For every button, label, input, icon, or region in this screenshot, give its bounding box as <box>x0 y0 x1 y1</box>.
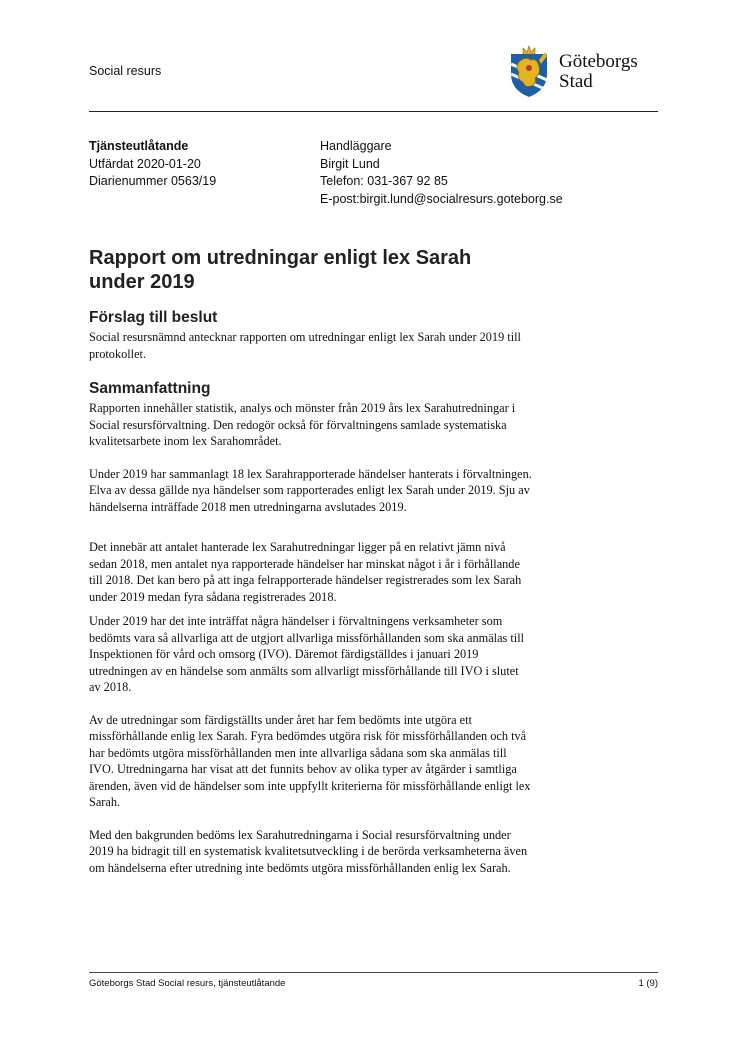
title-line-1: Rapport om utredningar enligt lex Sarah <box>89 247 472 269</box>
title-line-2: under 2019 <box>89 271 195 293</box>
handler-email[interactable]: E-post:birgit.lund@socialresurs.goteborg.se <box>320 191 563 206</box>
handler-info <box>320 138 563 208</box>
paragraph: Social resursnämnd antecknar rapporten om utredningar enligt lex Sarah under 2019 till protokollet. <box>89 330 521 361</box>
document-type: Tjänsteutlåtande <box>89 139 189 153</box>
goteborgs-stad-logo <box>505 44 665 100</box>
paragraph: Under 2019 har sammanlagt 18 lex Sarahrapporterade händelser hanterats i förvaltningen. Elva av dessa gällde nya händelser som rapporterades enligt lex Sarah under 2019. Sju av händelserna inträffade 2018 men utredningarna avslutades 2019. <box>89 466 532 514</box>
document-title <box>89 246 589 294</box>
paragraph: Det innebär att antalet hanterade lex Sarahutredningar ligger på en relativt jämn nivå sedan 2018, men antalet nya rapporterade händelser har minskat något i år i förhållande till 2018. Det kan bero på att inga felrapporterade händelser registrerades som lex Sarah under 2019 medan fyra sådana registrerades 2018. <box>89 540 522 604</box>
header-department: Social resurs <box>89 64 162 78</box>
paragraph: Med den bakgrunden bedöms lex Sarahutredningarna i Social resursförvaltning under 2019 ha bidragit till en systematisk kvalitetsutveckling i de berörda verksamheterna även om händelserna efter utredning inte bedömts utgöra missförhållanden enlig lex Sarah. <box>89 827 528 875</box>
handler-phone: Telefon: 031-367 92 85 <box>320 174 448 188</box>
handler-label: Handläggare <box>320 139 392 153</box>
section-heading: Sammanfattning <box>89 380 211 397</box>
footer-text: Göteborgs Stad Social resurs, tjänsteutlåtande <box>89 978 286 989</box>
paragraph: Under 2019 har det inte inträffat några händelser i förvaltningens verksamheter som bedömts vara så allvarliga att de utgjort allvarliga missförhållanden som ska anmälas till Inspektionen för vård och omsorg (IVO). Däremot färdigställdes i januari 2019 utredningen av en händelse som anmälts som allvarligt missförhållande till IVO i slutet av 2018. <box>89 614 525 694</box>
section-heading: Förslag till beslut <box>89 309 218 326</box>
paragraph: Av de utredningar som färdigställts under året har fem bedömts inte utgöra ett missförhållande enlig lex Sarah. Fyra bedömdes utgöra risk för missförhållanden och två har bedömts utgöra missförhållanden men inte allvarliga sådana som ska anmälas till IVO. Utredningarna har visat att det funnits behov av olika typer av åtgärder i samtliga ärenden, även vid de händelser som inte uppfyllt kriterierna för missförhållande enligt lex Sarah. <box>89 712 531 809</box>
document-meta <box>89 138 216 191</box>
registration-number: Diarienummer 0563/19 <box>89 174 217 188</box>
header-divider <box>89 111 658 112</box>
document-body <box>89 246 589 876</box>
logo-text-line1: Göteborgs <box>559 51 638 72</box>
city-coat-of-arms-icon <box>505 44 553 98</box>
paragraph: Rapporten innehåller statistik, analys och mönster från 2019 års lex Sarahutredningar i Social resursförvaltning. Den redogör också för förvaltningens samlade systematiska kvalitetsarbete inom lex Sarahområdet. <box>89 401 516 448</box>
issued-date: Utfärdat 2020-01-20 <box>89 156 201 171</box>
logo-text-line2: Stad <box>559 71 593 92</box>
handler-name: Birgit Lund <box>320 156 380 171</box>
page-number: 1 (9) <box>638 978 658 989</box>
footer-divider <box>89 972 658 973</box>
